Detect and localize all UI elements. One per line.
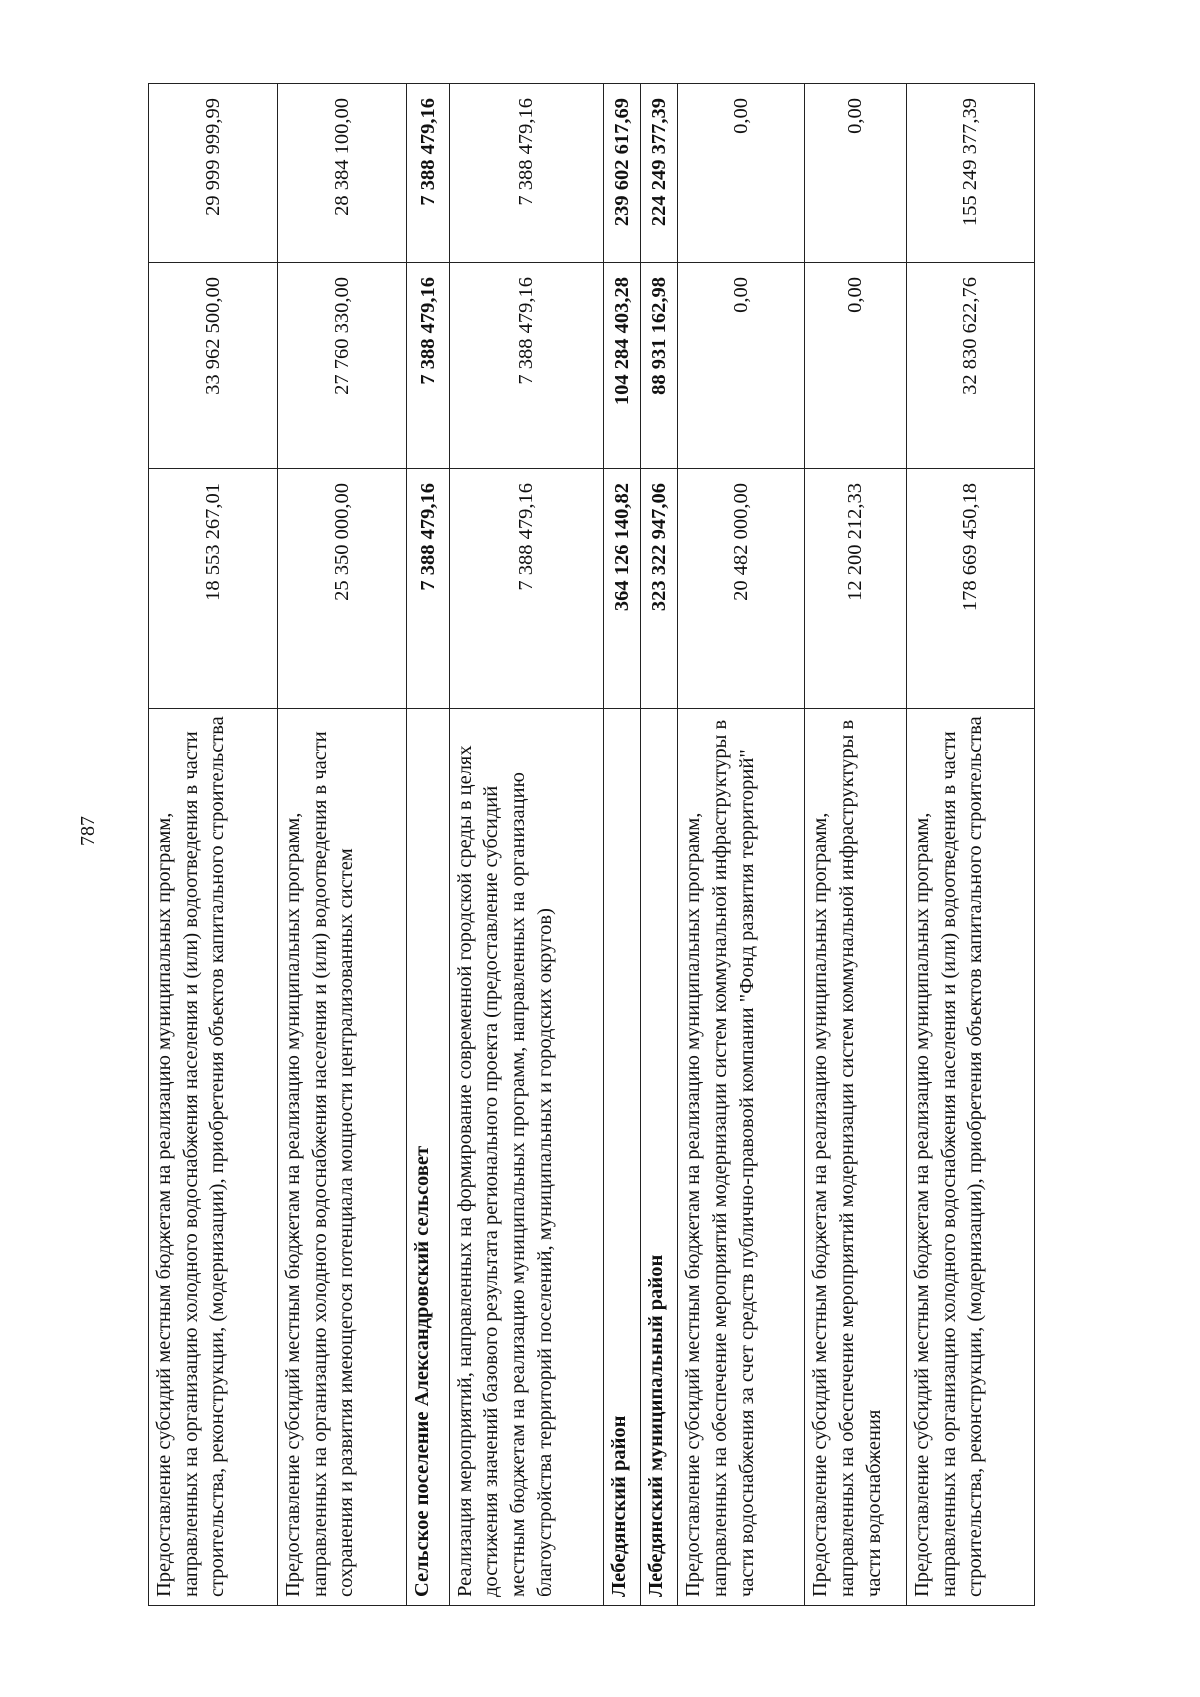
table-body: [149, 84, 1035, 1606]
value-year-2: 32 830 622,76: [906, 263, 1034, 469]
value-year-1: 20 482 000,00: [678, 469, 805, 709]
value-year-1: 7 388 479,16: [407, 469, 449, 709]
value-year-2: 33 962 500,00: [149, 263, 278, 469]
value-year-1: 18 553 267,01: [149, 469, 278, 709]
value-year-3: 28 384 100,00: [278, 84, 407, 263]
value-year-1: 364 126 140,82: [604, 469, 641, 709]
value-year-3: 155 249 377,39: [906, 84, 1034, 263]
rotated-table-container: [148, 84, 1035, 1606]
value-year-3: 239 602 617,69: [604, 84, 641, 263]
budget-table: [148, 83, 1035, 1606]
table-row: [407, 84, 449, 1606]
value-year-1: 178 669 450,18: [906, 469, 1034, 709]
table-row: [604, 84, 641, 1606]
value-year-3: 7 388 479,16: [449, 84, 604, 263]
value-year-2: 88 931 162,98: [641, 263, 678, 469]
row-description: Лебедянский район: [604, 709, 641, 1606]
row-description: Предоставление субсидий местным бюджетам на реализацию муниципальных программ, направленных на организацию холодного водоснабжения населения и (или) водоотведения в части сохранения и развития имеющегося потенциала мощности централизованных систем: [278, 709, 407, 1606]
row-description: Предоставление субсидий местным бюджетам на реализацию муниципальных программ, направленных на обеспечение мероприятий модернизации систем коммунальной инфраструктуры в части водоснабжения за счет средств публично-правовой компании "Фонд развития территорий": [678, 709, 805, 1606]
row-description: Сельское поселение Александровский сельсовет: [407, 709, 449, 1606]
table-row: [278, 84, 407, 1606]
value-year-3: 7 388 479,16: [407, 84, 449, 263]
row-description: Реализация мероприятий, направленных на формирование современной городской среды в целях достижения значений базового результата регионального проекта (предоставление субсидий местным бюджетам на реализацию муниципальных программ, направленных на организацию благоустройства территорий поселений, муниципальных и городских округов): [449, 709, 604, 1606]
table-row: [805, 84, 907, 1606]
value-year-3: 224 249 377,39: [641, 84, 678, 263]
value-year-1: 12 200 212,33: [805, 469, 907, 709]
value-year-2: 0,00: [678, 263, 805, 469]
row-description: Предоставление субсидий местным бюджетам на реализацию муниципальных программ, направленных на организацию холодного водоснабжения населения и (или) водоотведения в части строительства, реконструкции, (модернизации), приобретения объектов капитального строительства: [149, 709, 278, 1606]
row-description: Предоставление субсидий местным бюджетам на реализацию муниципальных программ, направленных на обеспечение мероприятий модернизации систем коммунальной инфраструктуры в части водоснабжения: [805, 709, 907, 1606]
table-row: [449, 84, 604, 1606]
value-year-3: 29 999 999,99: [149, 84, 278, 263]
value-year-1: 7 388 479,16: [449, 469, 604, 709]
value-year-3: 0,00: [678, 84, 805, 263]
row-description: Лебедянский муниципальный район: [641, 709, 678, 1606]
value-year-2: 27 760 330,00: [278, 263, 407, 469]
value-year-2: 104 284 403,28: [604, 263, 641, 469]
value-year-2: 7 388 479,16: [449, 263, 604, 469]
row-description: Предоставление субсидий местным бюджетам на реализацию муниципальных программ, направленных на организацию холодного водоснабжения населения и (или) водоотведения в части строительства, реконструкции, (модернизации), приобретения объектов капитального строительства: [906, 709, 1034, 1606]
value-year-3: 0,00: [805, 84, 907, 263]
value-year-2: 7 388 479,16: [407, 263, 449, 469]
table-row: [678, 84, 805, 1606]
value-year-2: 0,00: [805, 263, 907, 469]
value-year-1: 323 322 947,06: [641, 469, 678, 709]
value-year-1: 25 350 000,00: [278, 469, 407, 709]
table-row: [641, 84, 678, 1606]
table-row: [906, 84, 1034, 1606]
table-row: [149, 84, 278, 1606]
page-number: 787: [77, 816, 99, 846]
